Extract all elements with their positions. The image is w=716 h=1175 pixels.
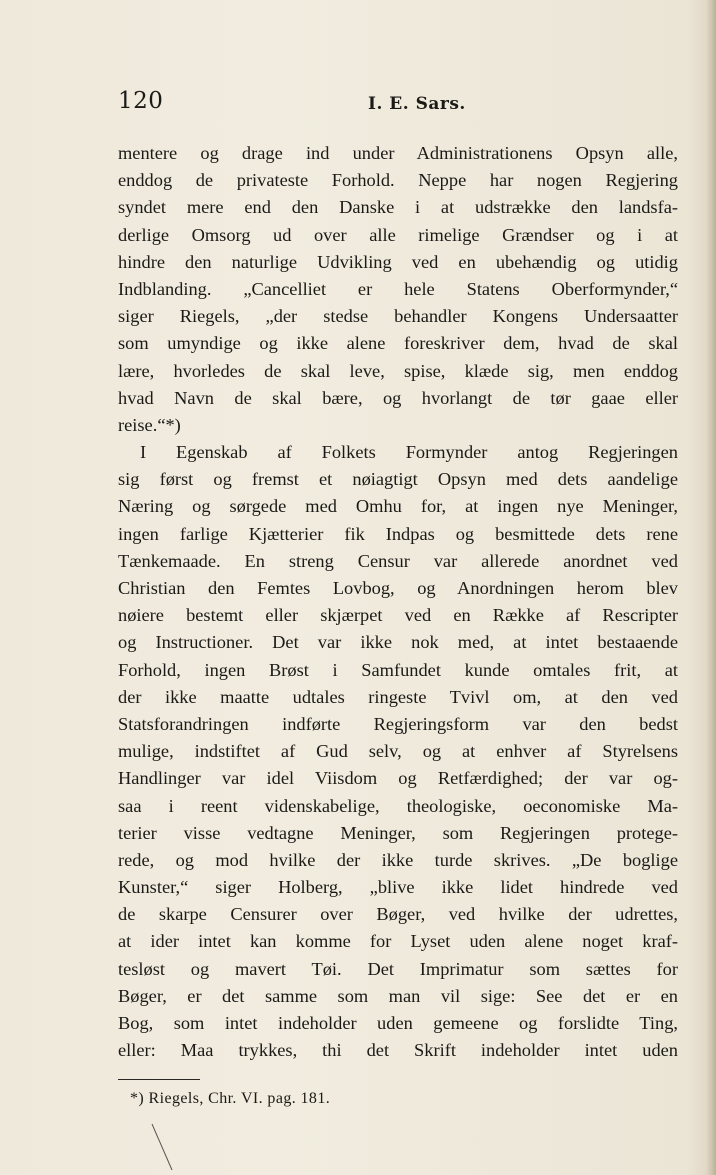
text-line: Forhold, ingen Brøst i Samfundet kunde omtales frit, at [118,659,678,680]
text-line: syndet mere end den Danske i at udstrække den landsfa- [118,197,678,218]
text-line: Christian den Femtes Lovbog, og Anordningen herom blev [118,578,678,598]
running-title: I. E. Sars. [368,94,466,114]
text-line: tesløst og mavert Tøi. Det Imprimatur som sættes for [118,958,678,979]
text-line: sig først og fremst et nøiagtigt Opsyn med dets aandelige [118,469,678,490]
text-line: og Instructioner. Det var ikke nok med, at intet bestaaende [118,632,678,653]
text-line: Bog, som intet indeholder uden gemeene og forslidte Ting, [118,1013,678,1033]
text-line: reise.“*) [118,414,181,435]
body-text [118,140,678,1064]
text-line: hvad Navn de skal bære, og hvorlangt de tør gaae eller [118,387,678,408]
text-line: lære, hvorledes de skal leve, spise, klæde sig, men enddog [118,360,678,381]
text-line: siger Riegels, „der stedse behandler Kongens Undersaatter [118,306,678,327]
text-line: ingen farlige Kjætterier fik Indpas og besmittede dets rene [118,523,678,544]
text-line: at ider intet kan komme for Lyset uden alene noget kraf- [118,931,678,952]
text-line: derlige Omsorg ud over alle rimelige Grændser og i at [118,224,678,245]
text-line: eller: Maa trykkes, thi det Skrift indeholder intet uden [118,1040,678,1061]
text-line: mentere og drage ind under Administrationens Opsyn alle, [118,143,678,163]
text-line: hindre den naturlige Udvikling ved en ubehændig og utidig [118,251,678,272]
stray-pen-mark [150,1122,190,1172]
page-number: 120 [118,88,164,114]
text-line: terier visse vedtagne Meninger, som Regjeringen protege- [118,822,678,843]
text-line: Handlinger var idel Viisdom og Retfærdighed; der var og- [118,768,678,789]
page-edge-shadow [706,0,716,1175]
text-line: som umyndige og ikke alene foreskriver dem, hvad de skal [118,333,678,354]
text-line: enddog de privateste Forhold. Neppe har nogen Regjering [118,170,678,191]
text-line: I Egenskab af Folkets Formynder antog Regjeringen [140,442,678,463]
text-line: Næring og sørgede med Omhu for, at ingen nye Meninger, [118,496,678,517]
text-line: rede, og mod hvilke der ikke turde skrives. „De boglige [118,849,678,870]
text-line: der ikke maatte udtales ringeste Tvivl om, at den ved [118,686,678,707]
text-line: Bøger, er det samme som man vil sige: See det er en [118,985,678,1006]
text-line: Tænkemaade. En streng Censur var allerede anordnet ved [118,550,678,571]
text-line: Kunster,“ siger Holberg, „blive ikke lidet hindrede ved [118,877,678,898]
text-line: Statsforandringen indførte Regjeringsform var den bedst [118,713,678,734]
footnote: *) Riegels, Chr. VI. pag. 181. [130,1090,331,1107]
text-line: de skarpe Censurer over Bøger, ved hvilke der udrettes, [118,904,678,925]
text-line: mulige, indstiftet af Gud selv, og at enhver af Styrelsens [118,741,678,762]
footnote-rule [118,1079,200,1080]
text-line: Indblanding. „Cancelliet er hele Statens Oberformynder,“ [118,278,678,299]
text-line: saa i reent videnskabelige, theologiske, oeconomiske Ma- [118,795,678,816]
text-line: nøiere bestemt eller skjærpet ved en Række af Rescripter [118,605,678,626]
